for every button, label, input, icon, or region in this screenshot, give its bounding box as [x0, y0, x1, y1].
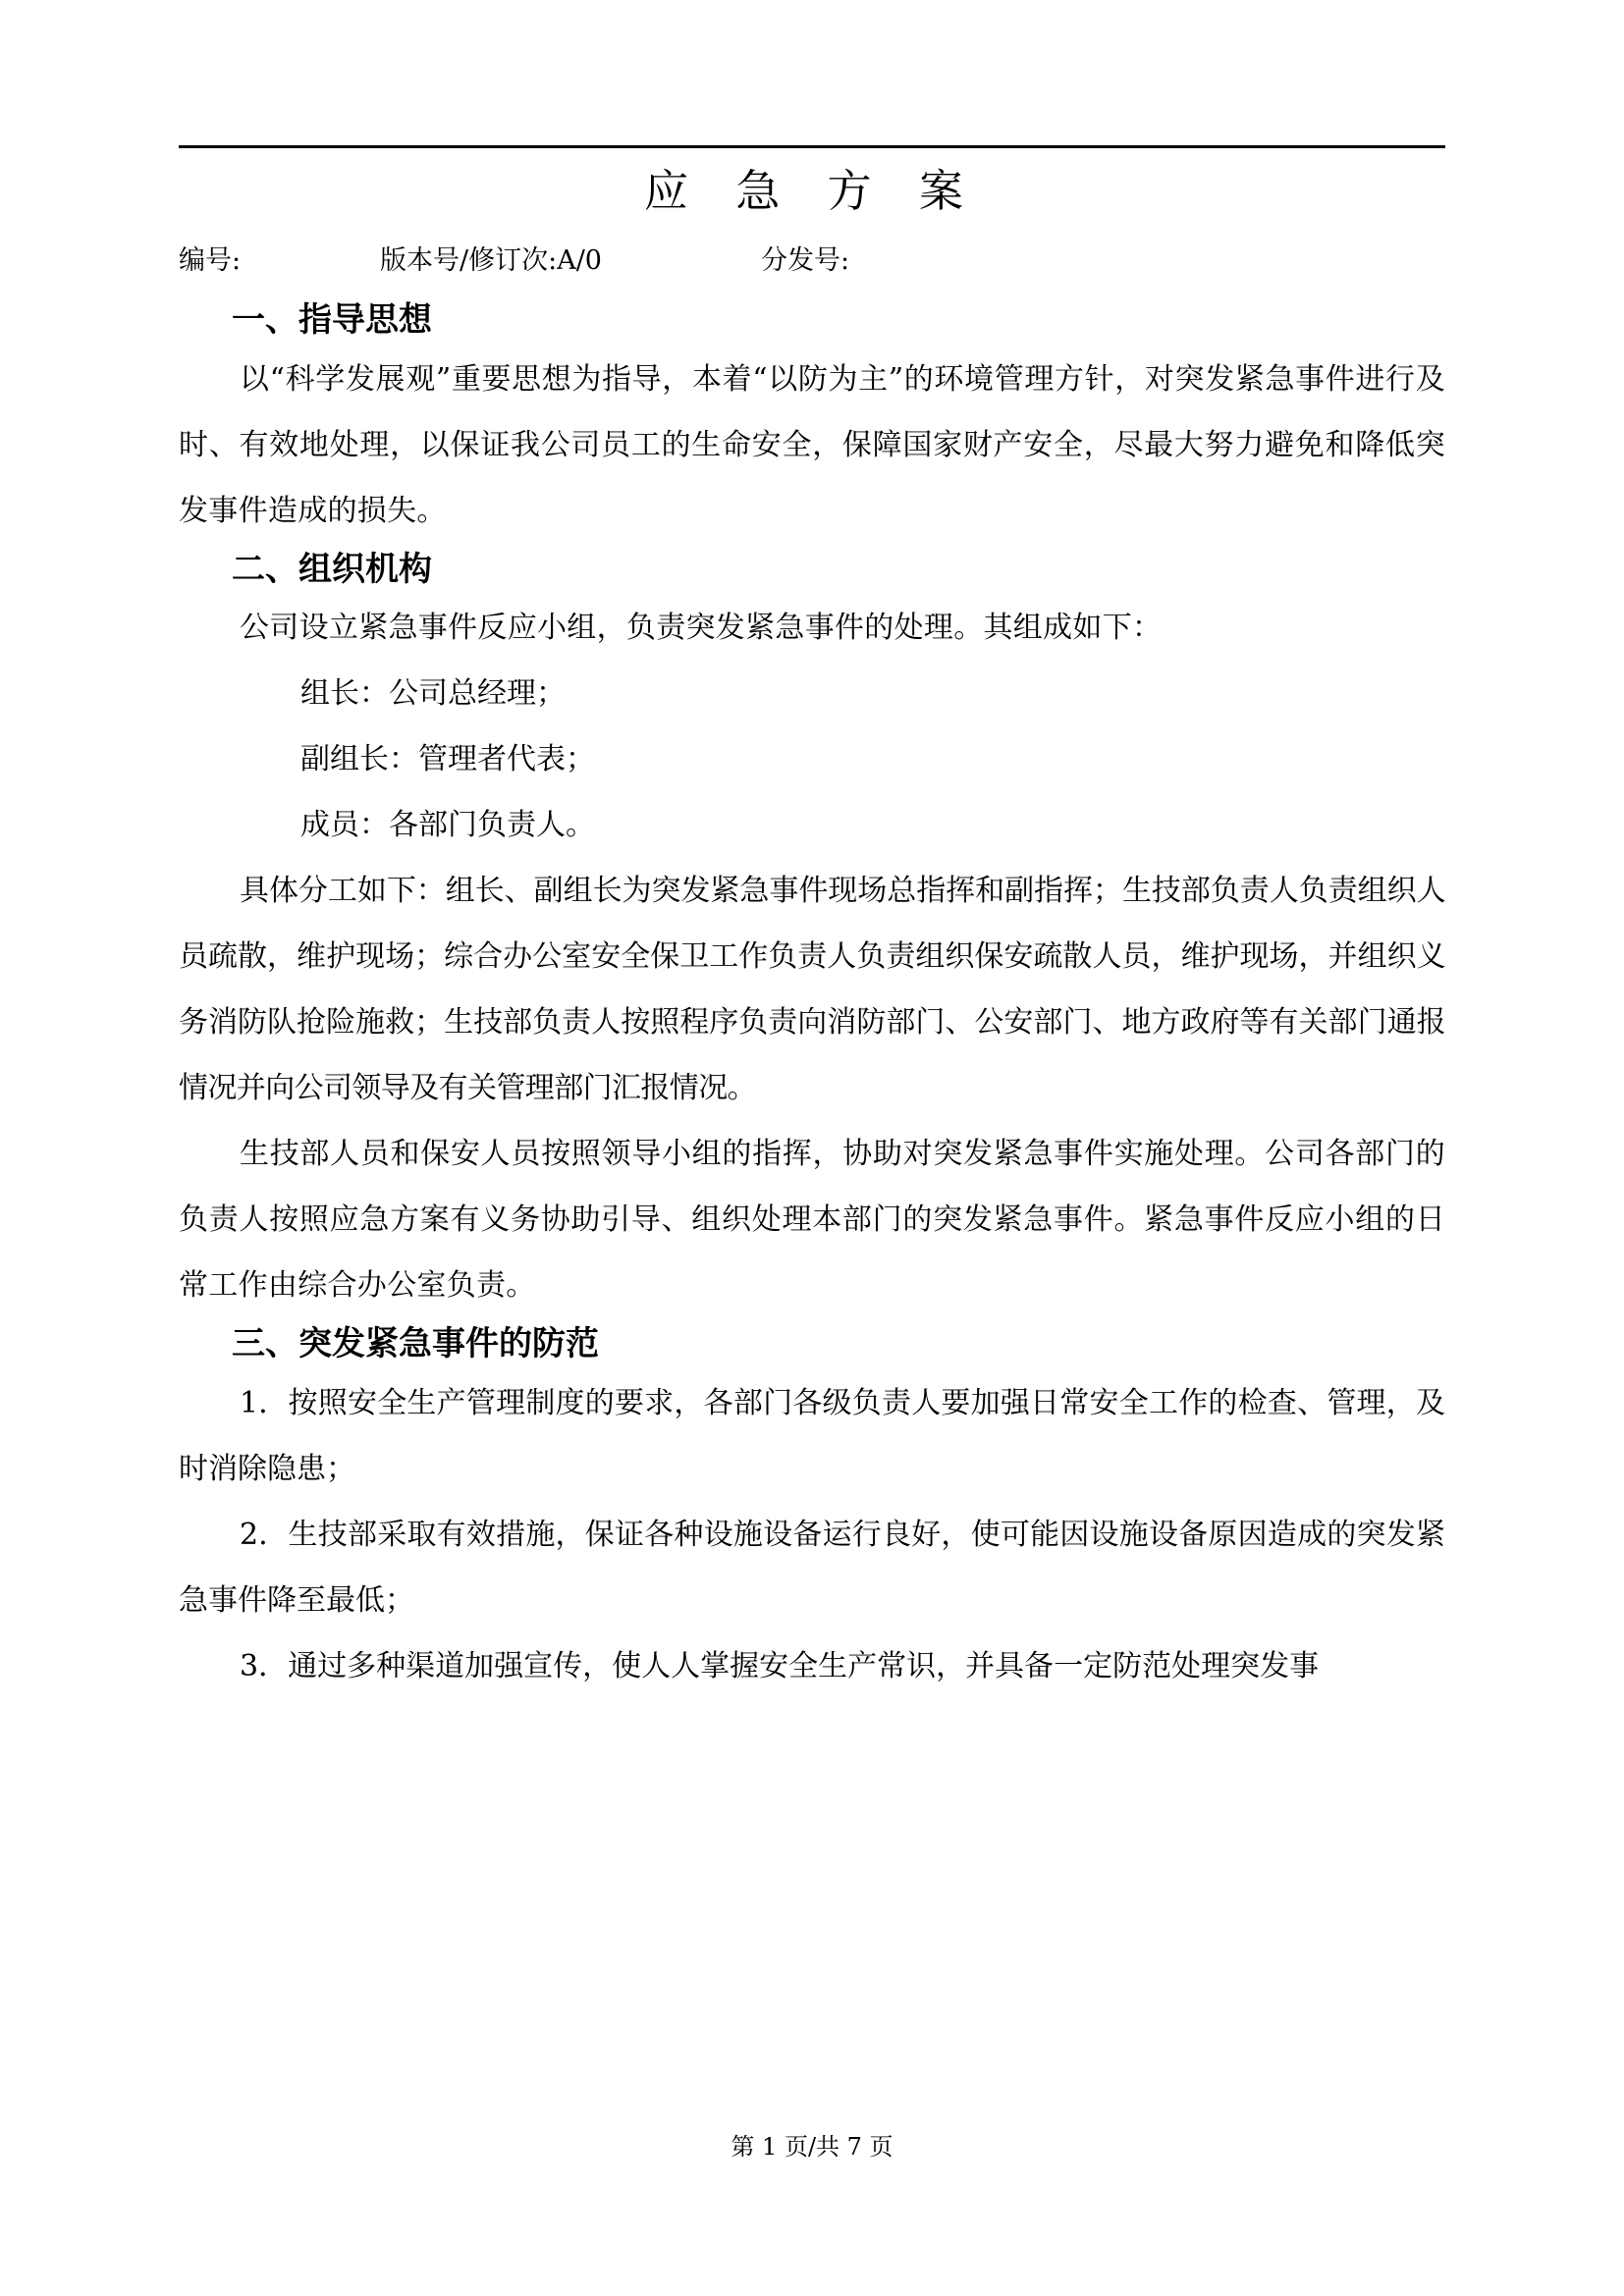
section-heading-1: 一、指导思想: [232, 300, 432, 340]
page-indicator: 第 1 页/共 7 页: [731, 2133, 893, 2161]
document-body: [179, 294, 1445, 1699]
prevention-item-1: 1．按照安全生产管理制度的要求，各部门各级负责人要加强日常安全工作的检查、管理，及时消除隐患；: [179, 1386, 1445, 1487]
page-footer: [179, 2132, 1445, 2163]
section-2-paragraph-2: 生技部人员和保安人员按照领导小组的指挥，协助对突发紧急事件实施处理。公司各部门的负责人按照应急方案有义务协助引导、组织处理本部门的突发紧急事件。紧急事件反应小组的日常工作由综合办公室负责。: [179, 1137, 1445, 1304]
distribution-number-label: 分发号:: [761, 245, 850, 276]
section-heading-2: 二、组织机构: [232, 549, 432, 589]
section-2-intro: 公司设立紧急事件反应小组，负责突发紧急事件的处理。其组成如下：: [240, 611, 1163, 646]
section-1-paragraph-1: 以“科学发展观”重要思想为指导，本着“以防为主”的环境管理方针，对突发紧急事件进行及时、有效地处理，以保证我公司员工的生命安全，保障国家财产安全，尽最大努力避免和降低突发事件造成的损失。: [179, 361, 1445, 528]
roster-item-deputy-leader: 副组长：管理者代表；: [300, 742, 595, 777]
prevention-item-2: 2．生技部采取有效措施，保证各种设施设备运行良好，使可能因设施设备原因造成的突发紧急事件降至最低；: [179, 1518, 1445, 1619]
roster-item-leader: 组长：公司总经理；: [300, 676, 566, 712]
header-divider-rule: [179, 145, 1445, 148]
section-heading-3: 三、突发紧急事件的防范: [232, 1324, 599, 1364]
version-revision-label: 版本号/修订次:A/0: [380, 245, 602, 276]
doc-number-label: 编号:: [179, 245, 242, 276]
prevention-item-3: 3．通过多种渠道加强宣传，使人人掌握安全生产常识，并具备一定防范处理突发事: [240, 1649, 1320, 1684]
document-title: 应 急 方 案: [644, 165, 980, 217]
section-2-paragraph-1: 具体分工如下：组长、副组长为突发紧急事件现场总指挥和副指挥；生技部负责人负责组织人员疏散，维护现场；综合办公室安全保卫工作负责人负责组织保安疏散人员，维护现场，并组织义务消防队抢险施救；生技部负责人按照程序负责向消防部门、公安部门、地方政府等有关部门通报情况并向公司领导及有关管理部门汇报情况。: [179, 874, 1445, 1106]
roster-item-members: 成员：各部门负责人。: [300, 808, 595, 843]
